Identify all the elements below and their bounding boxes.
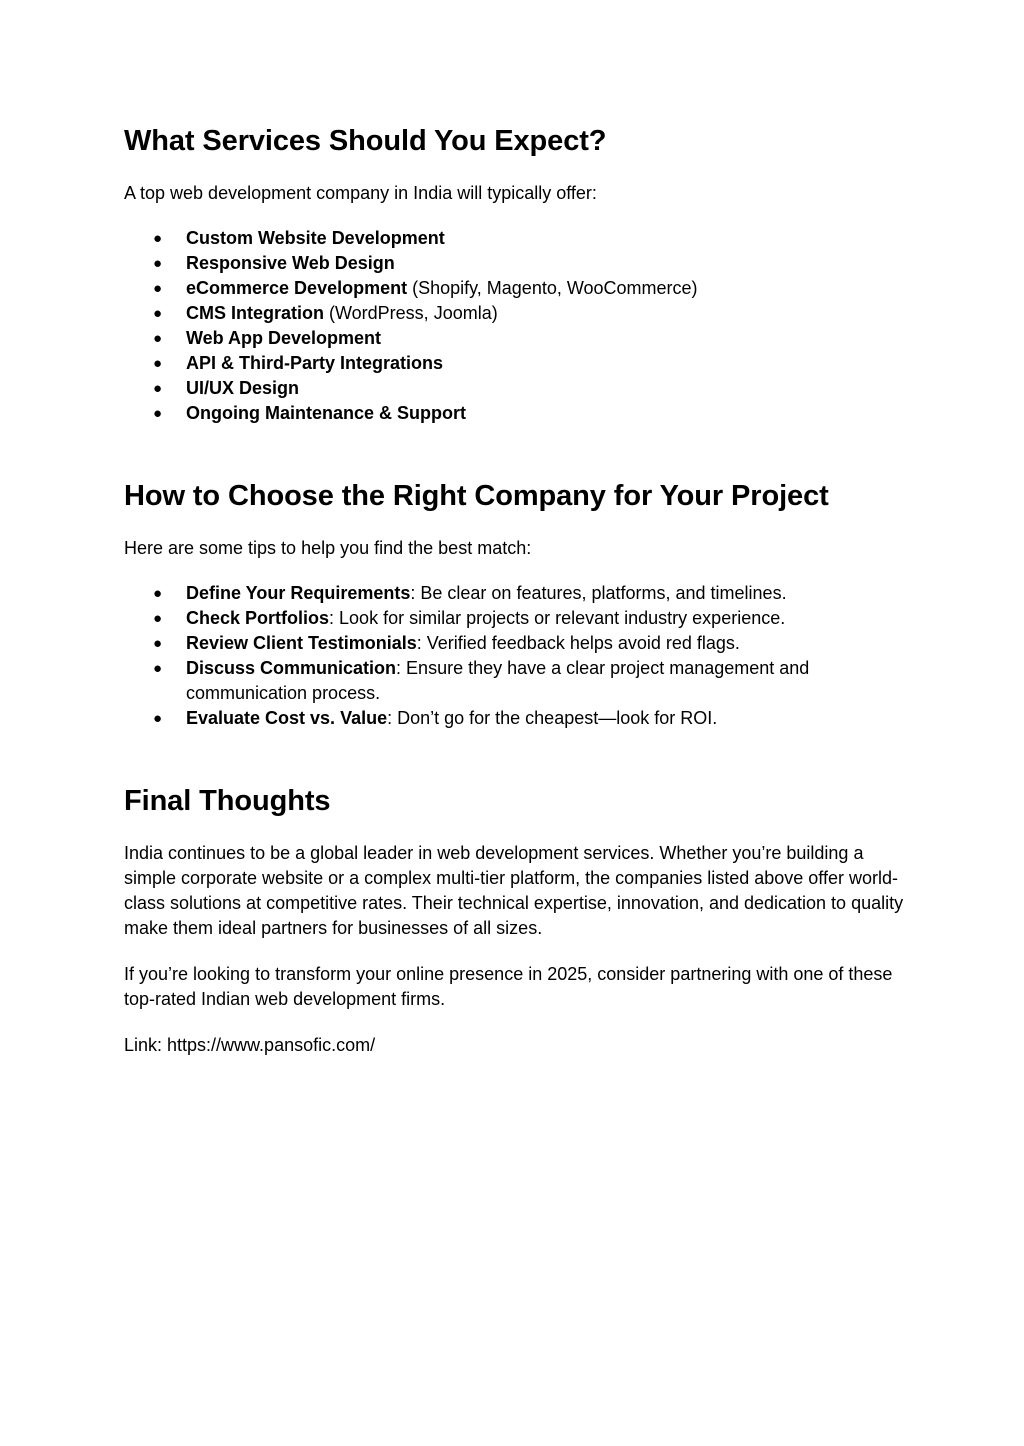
item-title: Define Your Requirements — [186, 583, 411, 603]
item-title: Responsive Web Design — [186, 253, 395, 273]
item-detail: : Don’t go for the cheapest—look for ROI. — [387, 708, 718, 728]
section-heading-final: Final Thoughts — [124, 785, 331, 817]
paragraph: India continues to be a global leader in web development services. Whether you’re building a simple corporate website or a complex multi-tier platform, the companies listed above offer world-class solutions at competitive rates. Their technical expertise, innovation, and dedication to quality make them ideal partners for businesses of all sizes. — [124, 843, 904, 938]
item-title: Evaluate Cost vs. Value — [186, 708, 388, 728]
link-text: Link: https://www.pansofic.com/ — [124, 1035, 376, 1055]
bullet-icon: ● — [153, 610, 163, 627]
item-title: Ongoing Maintenance & Support — [186, 403, 466, 423]
item-title: Review Client Testimonials — [186, 633, 417, 653]
bullet-icon: ● — [153, 380, 163, 397]
item-detail: : Verified feedback helps avoid red flags. — [416, 633, 740, 653]
section-heading-choose: How to Choose the Right Company for Your Project — [124, 480, 829, 512]
bullet-icon: ● — [153, 355, 163, 372]
list-item — [124, 376, 904, 401]
item-title: Custom Website Development — [186, 228, 445, 248]
list-item — [124, 301, 904, 326]
bullet-icon: ● — [153, 330, 163, 347]
item-title: API & Third-Party Integrations — [186, 353, 444, 373]
list-item — [124, 706, 904, 731]
item-title: Web App Development — [186, 328, 382, 348]
list-item — [124, 656, 904, 706]
list-item — [124, 631, 904, 656]
list-item — [124, 276, 904, 301]
item-title: Discuss Communication — [186, 658, 397, 678]
list-item — [124, 326, 904, 351]
item-detail: (Shopify, Magento, WooCommerce) — [407, 278, 698, 298]
item-detail: : Be clear on features, platforms, and timelines. — [410, 583, 787, 603]
services-list — [124, 226, 904, 426]
section-intro-choose: Here are some tips to help you find the best match: — [124, 538, 532, 558]
bullet-icon: ● — [153, 280, 163, 297]
list-item — [124, 251, 904, 276]
bullet-icon: ● — [153, 710, 163, 727]
item-title: CMS Integration — [186, 303, 324, 323]
paragraph: If you’re looking to transform your online presence in 2025, consider partnering with one of these top-rated Indian web development firms. — [124, 964, 893, 1009]
section-heading-services: What Services Should You Expect? — [124, 125, 607, 157]
list-item — [124, 226, 904, 251]
bullet-icon: ● — [153, 230, 163, 247]
item-title: UI/UX Design — [186, 378, 300, 398]
bullet-icon: ● — [153, 585, 163, 602]
item-detail: : Ensure they have a clear project management and communication process. — [186, 658, 810, 703]
bullet-icon: ● — [153, 255, 163, 272]
list-item — [124, 581, 904, 606]
item-title: Check Portfolios — [186, 608, 330, 628]
tips-list — [124, 581, 904, 731]
list-item — [124, 401, 904, 426]
item-title: eCommerce Development — [186, 278, 408, 298]
bullet-icon: ● — [153, 660, 163, 677]
bullet-icon: ● — [153, 635, 163, 652]
list-item — [124, 606, 904, 631]
section-intro-services: A top web development company in India will typically offer: — [124, 183, 597, 203]
bullet-icon: ● — [153, 405, 163, 422]
item-detail: : Look for similar projects or relevant industry experience. — [329, 608, 786, 628]
bullet-icon: ● — [153, 305, 163, 322]
item-detail: (WordPress, Joomla) — [324, 303, 498, 323]
list-item — [124, 351, 904, 376]
